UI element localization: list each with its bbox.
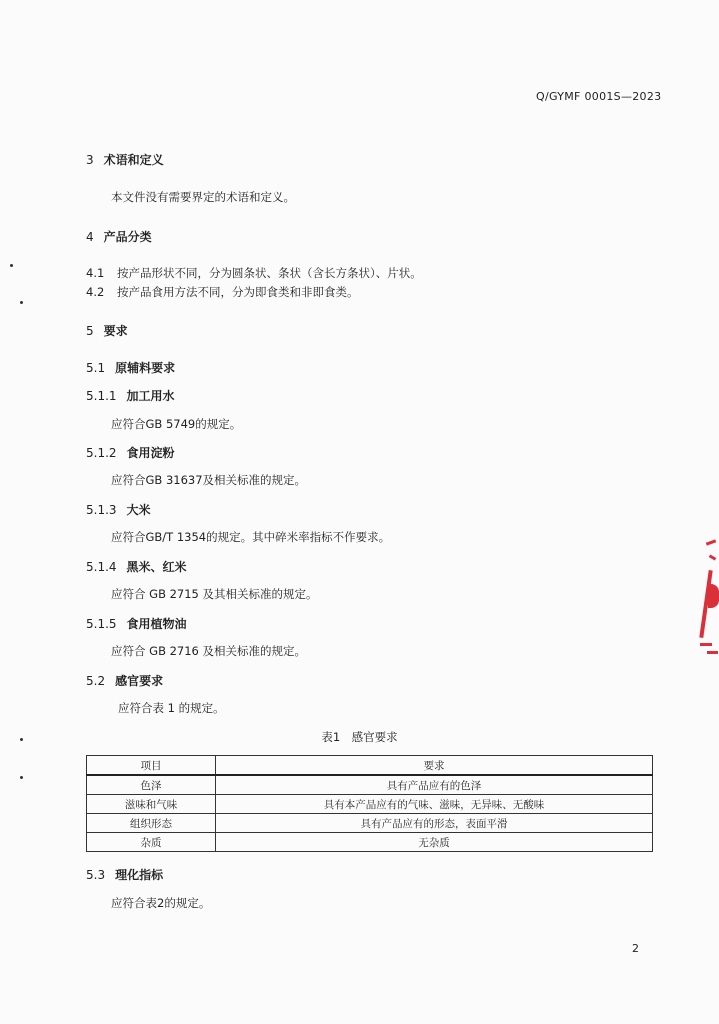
section-number: 5.1 [86,361,106,375]
clause-4-2 [86,284,359,300]
scan-speck [20,301,23,304]
section-5-1-1-heading [86,387,175,404]
section-5-2-text: 应符合表 1 的规定。 [118,701,225,715]
section-title: 要求 [103,324,128,338]
section-number: 5.1.5 [86,617,117,631]
section-5-1-4-heading [86,558,187,575]
section-title: 感官要求 [115,674,164,688]
section-number: 4 [86,230,94,244]
table-row [87,775,653,795]
table-cell: 具有产品应有的形态，表面平滑 [216,814,653,833]
section-title: 原辅料要求 [115,361,176,375]
section-5-1-heading [86,359,175,376]
section-5-1-3-text: 应符合GB/T 1354的规定。其中碎米率指标不作要求。 [111,530,391,544]
sensory-requirements-table [86,755,653,852]
section-number: 5.2 [86,674,106,688]
standard-number: Q/GYMF 0001S—2023 [536,90,662,103]
section-title: 食用淀粉 [126,446,175,460]
header-cell: 项目 [87,756,216,776]
table-row [87,795,653,814]
section-number: 5.1.2 [86,446,117,460]
table-header-row [87,756,653,776]
section-5-1-5-heading [86,615,187,632]
scan-speck [20,738,23,741]
clause-number: 4.1 [86,266,105,280]
section-5-heading [86,322,128,339]
section-3-text: 本文件没有需要界定的术语和定义。 [111,190,295,204]
section-number: 5.1.1 [86,389,117,403]
section-title: 理化指标 [115,868,164,882]
section-number: 5.1.3 [86,503,117,517]
clause-text: 按产品形状不同，分为圆条状、条状（含长方条状）、片状。 [117,266,422,280]
table-cell: 无杂质 [216,833,653,852]
page-number: 2 [632,942,639,955]
section-5-1-3-heading [86,501,151,518]
table-cell: 具有本产品应有的气味、滋味，无异味、无酸味 [216,795,653,814]
section-number: 3 [86,153,94,167]
scan-speck [10,264,13,267]
clause-text: 按产品食用方法不同，分为即食类和非即食类。 [117,285,359,299]
section-title: 大米 [126,503,151,517]
clause-4-1 [86,265,422,281]
section-5-3-heading [86,866,163,883]
clause-number: 4.2 [86,285,105,299]
section-4-heading [86,228,152,245]
scan-speck [20,776,23,779]
section-number: 5.1.4 [86,560,117,574]
section-5-3-text: 应符合表2的规定。 [111,896,211,910]
section-5-1-1-text: 应符合GB 5749的规定。 [111,417,242,431]
table-cell: 杂质 [87,833,216,852]
header-cell: 要求 [216,756,653,776]
table-cell: 具有产品应有的色泽 [216,775,653,795]
table-cell: 滋味和气味 [87,795,216,814]
section-title: 术语和定义 [103,153,164,167]
table-1-caption: 表1 感官要求 [321,730,398,744]
section-title: 产品分类 [103,230,152,244]
section-title: 食用植物油 [126,617,187,631]
table-row [87,833,653,852]
section-number: 5 [86,324,94,338]
section-3-heading [86,151,164,168]
section-5-2-heading [86,672,163,689]
section-number: 5.3 [86,868,106,882]
section-5-1-5-text: 应符合 GB 2716 及相关标准的规定。 [111,644,307,658]
section-title: 黑米、红米 [126,560,187,574]
section-5-1-4-text: 应符合 GB 2715 及其相关标准的规定。 [111,587,318,601]
section-5-1-2-heading [86,444,175,461]
table-cell: 组织形态 [87,814,216,833]
table-cell: 色泽 [87,775,216,795]
section-5-1-2-text: 应符合GB 31637及相关标准的规定。 [111,473,307,487]
table-row [87,814,653,833]
section-title: 加工用水 [126,389,175,403]
